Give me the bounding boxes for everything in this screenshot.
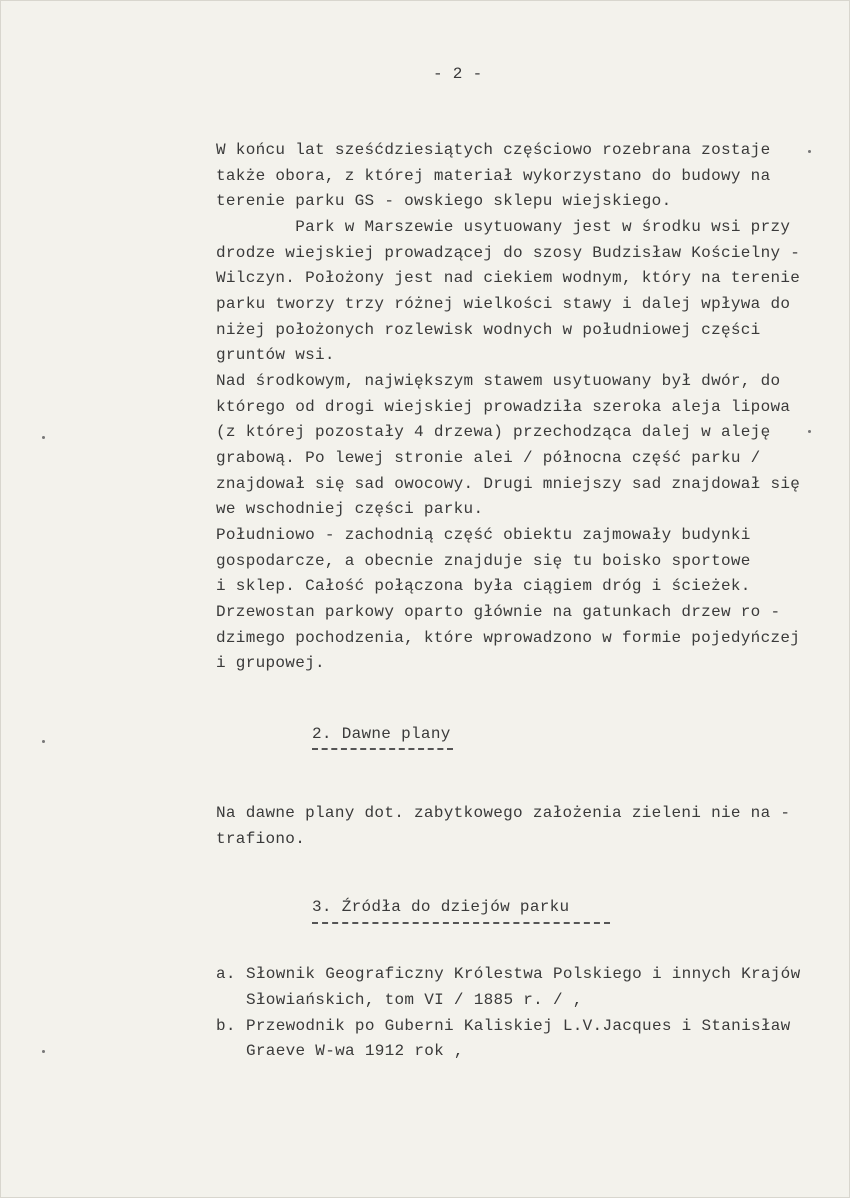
body-line: Południowo - zachodnią część obiektu zajmowały budynki [216,526,751,544]
body-line: drodze wiejskiej prowadzącej do szosy Budzisław Kościelny - [216,244,801,262]
paper-speck [42,1050,45,1053]
body-line: i grupowej. [216,654,325,672]
paper-speck [808,430,811,433]
list-item-line: Słowiańskich, tom VI / 1885 r. / , [246,991,583,1009]
paper-speck [808,150,811,153]
body-line: Park w Marszewie usytuowany jest w środku wsi przy [216,218,791,236]
page-number: - 2 - [433,65,483,83]
body-line: trafiono. [216,830,306,848]
heading-underline [312,922,610,924]
heading-underline [312,748,453,750]
body-line: terenie parku GS - owskiego sklepu wiejskiego. [216,192,672,210]
section-heading: 3. Źródła do dziejów parku [312,898,570,916]
body-line: Wilczyn. Położony jest nad ciekiem wodnym, który na terenie [216,269,801,287]
list-item-line: Przewodnik po Guberni Kaliskiej L.V.Jacques i Stanisław [246,1017,791,1035]
body-line: dzimego pochodzenia, które wprowadzono w formie pojedyńczej [216,629,801,647]
body-line: gruntów wsi. [216,346,335,364]
body-line: Nad środkowym, największym stawem usytuowany był dwór, do [216,372,781,390]
body-line: (z której pozostały 4 drzewa) przechodząca dalej w aleję [216,423,771,441]
paper-speck [42,436,45,439]
body-line: Na dawne plany dot. zabytkowego założenia zieleni nie na - [216,804,791,822]
body-line: niżej położonych rozlewisk wodnych w południowej części [216,321,761,339]
body-line: i sklep. Całość połączona była ciągiem dróg i ścieżek. [216,577,751,595]
list-item-line: Słownik Geograficzny Królestwa Polskiego i innych Krajów [246,965,801,983]
body-line: W końcu lat sześćdziesiątych częściowo rozebrana zostaje [216,141,771,159]
list-marker: b. [216,1017,236,1035]
list-marker: a. [216,965,236,983]
body-line: którego od drogi wiejskiej prowadziła szeroka aleja lipowa [216,398,791,416]
body-line: grabową. Po lewej stronie alei / północna część parku / [216,449,761,467]
body-line: gospodarcze, a obecnie znajduje się tu boisko sportowe [216,552,751,570]
body-line: we wschodniej części parku. [216,500,484,518]
body-line: Drzewostan parkowy oparto głównie na gatunkach drzew ro - [216,603,781,621]
body-line: także obora, z której materiał wykorzystano do budowy na [216,167,771,185]
section-heading: 2. Dawne plany [312,725,451,743]
body-line: parku tworzy trzy różnej wielkości stawy i dalej wpływa do [216,295,791,313]
paper-speck [42,740,45,743]
list-item-line: Graeve W-wa 1912 rok , [246,1042,464,1060]
body-line: znajdował się sad owocowy. Drugi mniejszy sad znajdował się [216,475,801,493]
